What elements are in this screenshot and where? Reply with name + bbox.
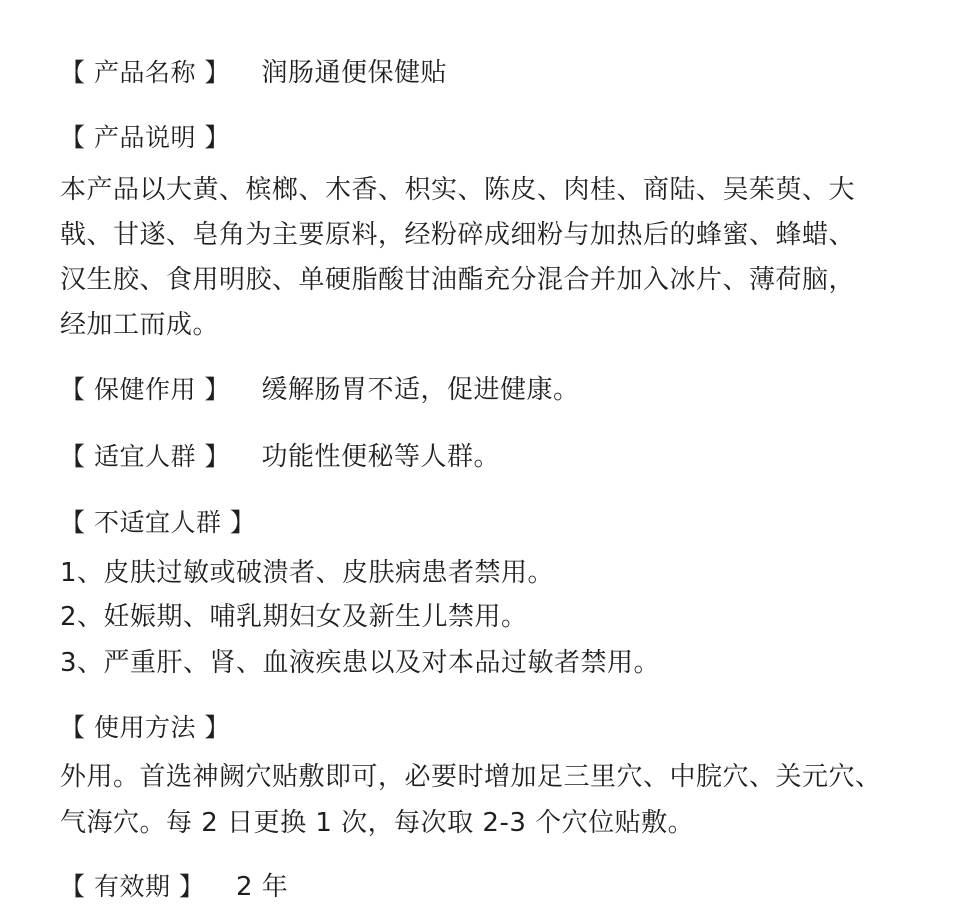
product-name-label: 【 产品名称 】 bbox=[60, 58, 230, 87]
health-function-row bbox=[60, 373, 579, 407]
health-function-label: 【 保健作用 】 bbox=[60, 375, 230, 404]
usage-line: 外用。首选神阙穴贴敷即可，必要时增加足三里穴、中脘穴、关元穴、 bbox=[60, 762, 882, 792]
unsuitable-people-item: 3、严重肝、肾、血液疾患以及对本品过敏者禁用。 bbox=[60, 648, 661, 678]
product-description-heading bbox=[60, 121, 230, 155]
usage-heading bbox=[60, 711, 230, 745]
unsuitable-people-item: 1、皮肤过敏或破溃者、皮肤病患者禁用。 bbox=[60, 558, 555, 588]
shelf-life-value: 2 年 bbox=[235, 872, 289, 902]
product-name-value: 润肠通便保健贴 bbox=[261, 58, 447, 88]
shelf-life-row bbox=[60, 870, 288, 904]
product-description-line: 汉生胶、食用明胶、单硬脂酸甘油酯充分混合并加入冰片、薄荷脑， bbox=[60, 265, 856, 295]
product-description-line: 经加工而成。 bbox=[60, 310, 220, 340]
health-function-value: 缓解肠胃不适，促进健康。 bbox=[261, 375, 580, 405]
unsuitable-people-heading bbox=[60, 506, 255, 540]
product-name-row bbox=[60, 56, 447, 90]
unsuitable-people-item: 2、妊娠期、哺乳期妇女及新生儿禁用。 bbox=[60, 602, 528, 632]
unsuitable-people-label: 【 不适宜人群 】 bbox=[60, 508, 256, 537]
suitable-people-row bbox=[60, 440, 500, 474]
suitable-people-label: 【 适宜人群 】 bbox=[60, 442, 230, 471]
product-description-line: 本产品以大黄、槟榔、木香、枳实、陈皮、肉桂、商陆、吴茱萸、大 bbox=[60, 175, 856, 205]
shelf-life-label: 【 有效期 】 bbox=[60, 872, 205, 901]
usage-label: 【 使用方法 】 bbox=[60, 713, 230, 742]
product-description-line: 戟、甘遂、皂角为主要原料，经粉碎成细粉与加热后的蜂蜜、蜂蜡、 bbox=[60, 220, 856, 250]
usage-line: 气海穴。每 2 日更换 1 次，每次取 2-3 个穴位贴敷。 bbox=[60, 808, 695, 838]
product-description-label: 【 产品说明 】 bbox=[60, 123, 230, 152]
suitable-people-value: 功能性便秘等人群。 bbox=[261, 442, 500, 472]
